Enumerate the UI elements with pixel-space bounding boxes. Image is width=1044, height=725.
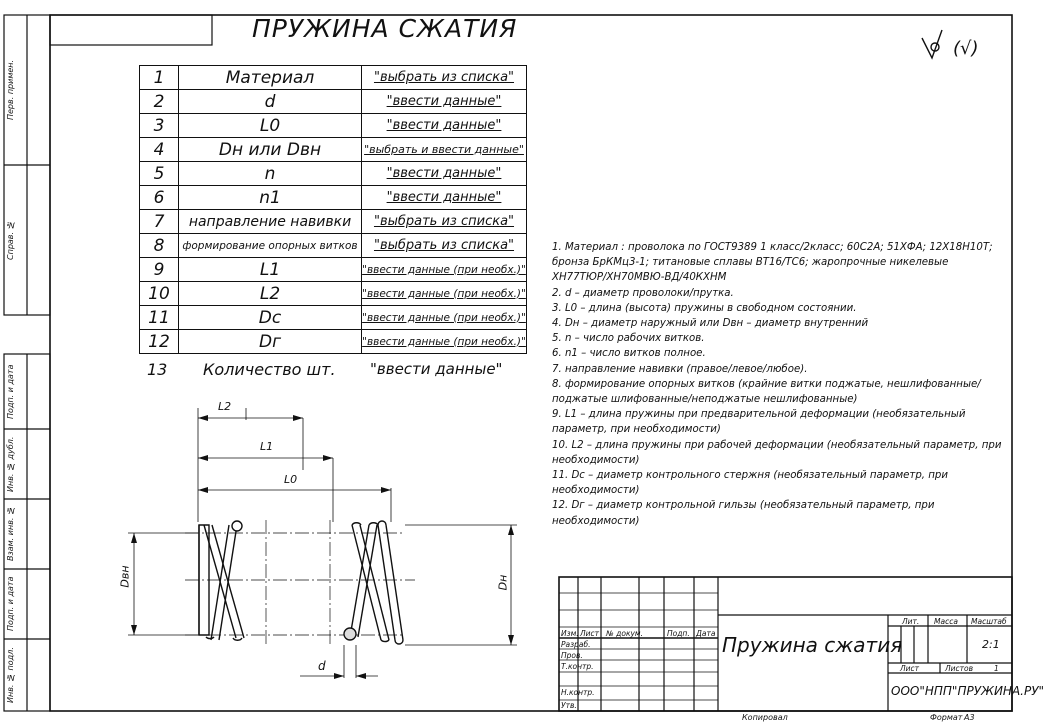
side-label-perv-primen: Перв. примен. (6, 59, 15, 121)
side-label-vzam-inv: Взам. инв. № (6, 506, 15, 562)
tb-scale-value: 2:1 (982, 638, 1000, 651)
tb-razrab: Разраб. (561, 640, 591, 649)
table-row (140, 90, 527, 114)
row-13-number: 13 (147, 360, 168, 379)
table-row (140, 234, 527, 258)
row-number: 10 (140, 282, 179, 306)
note-line: 5. n – число рабочих витков. (552, 333, 705, 345)
table-row (140, 138, 527, 162)
note-line: 3. L0 – длина (высота) пружины в свободном состоянии. (552, 302, 857, 314)
row-name: Dс (179, 306, 362, 330)
table-row (140, 282, 527, 306)
side-label-podp-data-2: Подп. и дата (6, 576, 15, 632)
tb-drawing-name: Пружина сжатия (722, 633, 903, 657)
note-line: 11. Dс – диаметр контрольного стержня (необязательный параметр, при необходимости) (552, 470, 949, 497)
tb-masshtab: Масштаб (971, 617, 1007, 626)
tb-prov: Пров. (561, 651, 583, 660)
row-name: Dг (179, 330, 362, 354)
row-value-field[interactable]: "выбрать из списка" (362, 234, 527, 258)
tb-podp: Подп. (667, 629, 690, 638)
tb-sheets-value: 1 (994, 664, 999, 673)
tb-sheets: Листов (945, 664, 974, 673)
row-value-field[interactable]: "ввести данные (при необх.)" (362, 330, 527, 354)
table-row (140, 258, 527, 282)
note-line: 9. L1 – длина пружины при предварительной деформации (необязательный параметр, при необходимости) (552, 409, 966, 436)
row-name: n1 (179, 186, 362, 210)
dim-label-d: d (318, 659, 326, 673)
tb-lit: Лит. (902, 617, 920, 626)
row-value-field[interactable]: "ввести данные" (362, 114, 527, 138)
row-value-field[interactable]: "ввести данные (при необх.)" (362, 258, 527, 282)
row-13-value-field[interactable]: "ввести данные" (370, 360, 503, 378)
tb-format-value: А3 (964, 713, 975, 722)
table-row (140, 330, 527, 354)
note-line: 10. L2 – длина пружины при рабочей деформации (необязательный параметр, при необходимости) (552, 439, 1002, 466)
row-name: формирование опорных витков (179, 234, 362, 258)
note-line: 7. направление навивки (правое/левое/любое). (552, 363, 808, 375)
row-number: 3 (140, 114, 179, 138)
row-name: направление навивки (179, 210, 362, 234)
row-number: 9 (140, 258, 179, 282)
tb-kopiroval: Копировал (742, 713, 788, 722)
tb-doc: № докум. (606, 629, 643, 638)
table-row (140, 114, 527, 138)
row-name: L0 (179, 114, 362, 138)
row-value-field[interactable]: "ввести данные (при необх.)" (362, 306, 527, 330)
tb-company: ООО"НПП"ПРУЖИНА.РУ" (891, 684, 1044, 698)
tb-sheet: Лист (900, 664, 920, 673)
tb-format: Формат (930, 713, 963, 722)
row-value-field[interactable]: "выбрать и ввести данные" (362, 138, 527, 162)
note-line: 4. Dн – диаметр наружный или Dвн – диаметр внутренний (552, 318, 869, 330)
row-number: 12 (140, 330, 179, 354)
row-number: 7 (140, 210, 179, 234)
row-name: L1 (179, 258, 362, 282)
dim-label-l1: L1 (260, 440, 274, 453)
tb-izm: Изм. (561, 629, 579, 638)
side-label-inv-dubl: Инв. № дубл. (6, 436, 15, 492)
tb-data: Дата (696, 629, 716, 638)
tb-utv: Утв. (561, 701, 577, 710)
table-row (140, 66, 527, 90)
side-label-sprav: Справ. № (6, 220, 15, 260)
dim-label-dn: Dн (496, 574, 510, 591)
spring-drawing (128, 408, 517, 679)
row-number: 4 (140, 138, 179, 162)
note-line: 8. формирование опорных витков (крайние витки поджатые, нешлифованные/поджатые шлифованные/неподжатые нешлифованные) (552, 378, 981, 406)
tb-tkontr: Т.контр. (561, 662, 594, 671)
top-stamp-box (50, 15, 212, 45)
row-value-field[interactable]: "ввести данные (при необх.)" (362, 282, 527, 306)
row-value-field[interactable]: "выбрать из списка" (362, 210, 527, 234)
row-number: 2 (140, 90, 179, 114)
row-number: 11 (140, 306, 179, 330)
roughness-note: (√) (953, 38, 979, 59)
row-value-field[interactable]: "выбрать из списка" (362, 66, 527, 90)
row-number: 1 (140, 66, 179, 90)
dim-label-l2: L2 (218, 400, 232, 413)
technical-notes (552, 240, 1002, 529)
tb-massa: Масса (934, 617, 958, 626)
row-number: 8 (140, 234, 179, 258)
side-label-inv-podl: Инв. № подл. (6, 647, 15, 703)
dim-label-dvn: Dвн (118, 565, 132, 588)
note-line: 1. Материал : проволока по ГОСТ9389 1 класс/2класс; 60С2А; 51ХФА; 12Х18Н10Т; бронза БрКМц3-1; титановые сплавы ВТ16/ТС6; жаропрочные никелевые ХН77ТЮР/ХН70МВЮ-ВД/40КХНМ (552, 242, 993, 284)
table-row (140, 306, 527, 330)
tb-nkontr: Н.контр. (561, 688, 595, 697)
row-number: 6 (140, 186, 179, 210)
dim-label-l0: L0 (284, 473, 298, 486)
parameters-table (139, 65, 527, 354)
table-row (140, 162, 527, 186)
note-line: 12. Dг – диаметр контрольной гильзы (необязательный параметр, при необходимости) (552, 500, 935, 527)
table-row (140, 186, 527, 210)
row-name: Dн или Dвн (179, 138, 362, 162)
row-name: d (179, 90, 362, 114)
side-label-podp-data-1: Подп. и дата (6, 364, 15, 419)
row-value-field[interactable]: "ввести данные" (362, 162, 527, 186)
row-value-field[interactable]: "ввести данные" (362, 186, 527, 210)
page-title: ПРУЖИНА СЖАТИЯ (252, 14, 518, 43)
row-13-name: Количество шт. (203, 360, 336, 379)
row-value-field[interactable]: "ввести данные" (362, 90, 527, 114)
note-line: 6. n1 – число витков полное. (552, 348, 706, 360)
row-name: L2 (179, 282, 362, 306)
tb-list: Лист (580, 629, 600, 638)
row-number: 5 (140, 162, 179, 186)
table-row (140, 210, 527, 234)
roughness-symbol (922, 30, 942, 58)
row-name: n (179, 162, 362, 186)
row-name: Материал (179, 66, 362, 90)
note-line: 2. d – диаметр проволоки/прутка. (552, 287, 734, 299)
